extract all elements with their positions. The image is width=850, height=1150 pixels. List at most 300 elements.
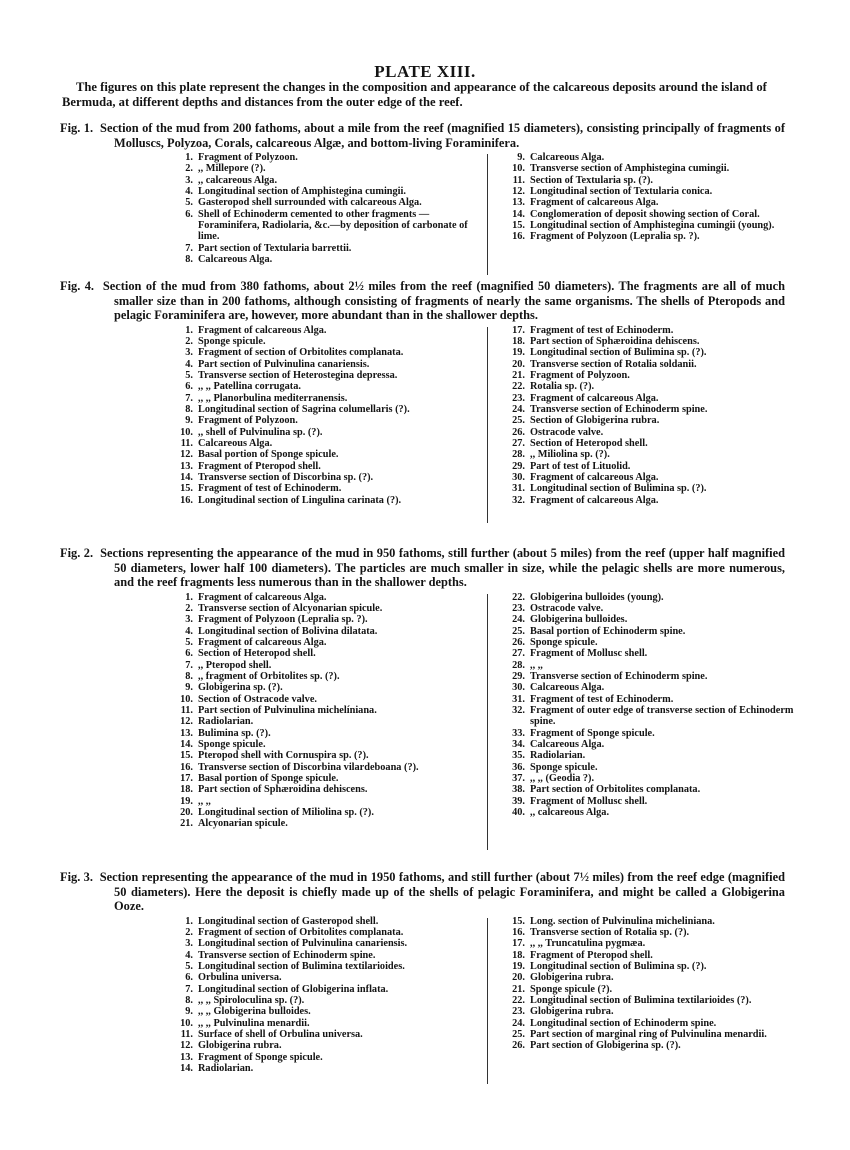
key-item (173, 209, 473, 243)
key-item (505, 415, 795, 426)
key-item-number: 18. (180, 784, 193, 796)
key-item-number: 18. (512, 335, 525, 347)
key-item (173, 359, 473, 370)
key-item (173, 728, 473, 739)
key-item-text: Fragment of Polyzoon. (530, 369, 630, 381)
key-item (173, 495, 473, 506)
key-item (173, 175, 473, 186)
figure-key-columns (60, 152, 785, 275)
key-item-number: 26. (512, 426, 525, 438)
key-item-number: 21. (512, 369, 525, 381)
key-item-text: Fragment of Polyzoon. (198, 415, 298, 427)
key-item-number: 6. (185, 972, 193, 984)
key-item-text: Longitudinal section of Bulimina sp. (?). (530, 347, 707, 359)
key-item-text: Rotalia sp. (?). (530, 381, 595, 393)
key-list-left (173, 592, 473, 830)
key-item-text: Fragment of section of Orbitolites complanata. (198, 926, 404, 938)
key-item (505, 186, 795, 197)
key-item (173, 716, 473, 727)
key-item-number: 2. (185, 335, 193, 347)
key-item-text: Transverse section of Echinoderm spine. (530, 403, 708, 415)
key-item-number: 4. (185, 949, 193, 961)
key-item-text: Transverse section of Discorbina vilardeboana (?). (198, 761, 419, 773)
key-item-number: 14. (180, 471, 193, 483)
key-item (505, 427, 795, 438)
key-item-number: 3. (185, 347, 193, 359)
key-item (505, 404, 795, 415)
key-item-number: 36. (512, 761, 525, 773)
key-item-text: ,, ,, Pulvinulina menardii. (198, 1017, 310, 1029)
key-item-text: ,, ,, (Geodia ?). (530, 773, 595, 784)
key-item (505, 197, 795, 208)
key-item-number: 16. (180, 494, 193, 506)
key-item-number: 17. (180, 773, 193, 784)
figure-heading (60, 279, 785, 323)
key-item-number: 10. (512, 163, 525, 175)
key-item (505, 648, 795, 659)
key-item (173, 1052, 473, 1063)
key-item (173, 660, 473, 671)
key-item (505, 995, 795, 1006)
key-item (173, 415, 473, 426)
key-item-number: 27. (512, 437, 525, 449)
key-item (173, 927, 473, 938)
key-item-text: Globigerina rubra. (530, 1006, 614, 1018)
key-item-text: Part section of Sphæroidina dehiscens. (530, 335, 700, 347)
key-item (173, 1040, 473, 1051)
key-item-text: ,, calcareous Alga. (530, 807, 610, 819)
key-item-text: ,, ,, Patellina corrugata. (198, 381, 301, 393)
key-item-number: 12. (180, 449, 193, 461)
key-item (505, 381, 795, 392)
key-item (505, 592, 795, 603)
key-item-text: Longitudinal section of Miliolina sp. (?). (198, 807, 374, 819)
key-item-text: Fragment of Polyzoon (Lepralia sp. ?). (198, 614, 368, 626)
key-item-text: Longitudinal section of Gasteropod shell. (198, 915, 379, 927)
key-list-left (173, 152, 473, 265)
key-item (173, 1018, 473, 1029)
key-item (505, 705, 795, 728)
key-item-number: 3. (185, 174, 193, 186)
key-item-text: Pteropod shell with Cornuspira sp. (?). (198, 750, 369, 762)
key-item-text: Sponge spicule. (198, 738, 266, 750)
key-item-number: 28. (512, 449, 525, 461)
key-item (173, 370, 473, 381)
key-item-number: 1. (185, 324, 193, 336)
key-item-number: 1. (185, 152, 193, 163)
key-item-number: 19. (180, 795, 193, 807)
key-item-number: 26. (512, 1040, 525, 1052)
key-item (505, 626, 795, 637)
key-item-number: 15. (512, 220, 525, 232)
figure-heading (60, 546, 785, 590)
key-item-number: 19. (512, 960, 525, 972)
key-item-text: Transverse section of Discorbina sp. (?). (198, 471, 374, 483)
key-item (505, 796, 795, 807)
key-item (173, 961, 473, 972)
key-item (173, 1029, 473, 1040)
key-item-text: Part of test of Lituolid. (530, 460, 631, 472)
key-item-text: Ostracode valve. (530, 602, 604, 614)
key-item (173, 784, 473, 795)
key-item-text: Transverse section of Echinoderm spine. (198, 949, 376, 961)
key-item-number: 13. (180, 460, 193, 472)
key-item (173, 818, 473, 829)
key-item-text: Longitudinal section of Amphistegina cumingii. (198, 186, 406, 198)
key-item-number: 14. (180, 1062, 193, 1074)
key-item-number: 10. (180, 426, 193, 438)
key-item (505, 728, 795, 739)
key-item-number: 22. (512, 994, 525, 1006)
key-item-text: Fragment of Sponge spicule. (198, 1051, 323, 1063)
key-item-number: 8. (185, 994, 193, 1006)
key-item (173, 243, 473, 254)
key-item-text: Fragment of Sponge spicule. (530, 727, 655, 739)
key-item-text: Longitudinal section of Bolivina dilatata. (198, 625, 378, 637)
key-item-text: ,, Pteropod shell. (198, 659, 272, 671)
key-item-text: Orbulina universa. (198, 972, 282, 984)
key-item-text: Shell of Echinoderm cemented to other fragments — Foraminifera, Radiolaria, &c.—by deposition of carbonate of lime. (198, 208, 468, 243)
key-item (505, 927, 795, 938)
key-item-number: 6. (185, 648, 193, 660)
key-item-text: Alcyonarian spicule. (198, 818, 288, 830)
key-item-number: 7. (185, 659, 193, 671)
key-item-text: Transverse section of Rotalia sp. (?). (530, 926, 690, 938)
key-item-text: Globigerina bulloides. (530, 614, 628, 626)
key-item (505, 370, 795, 381)
key-item-text: Sponge spicule. (198, 335, 266, 347)
key-item (173, 938, 473, 949)
key-item (505, 231, 795, 242)
key-item-number: 8. (185, 670, 193, 682)
key-item-number: 1. (185, 591, 193, 603)
key-item (173, 984, 473, 995)
key-item (173, 603, 473, 614)
key-item (173, 347, 473, 358)
key-item-text: Fragment of calcareous Alga. (198, 591, 327, 603)
key-item-number: 16. (512, 926, 525, 938)
key-item-number: 23. (512, 392, 525, 404)
key-item (173, 404, 473, 415)
key-item-text: Part section of Pulvinulina michelíniana. (198, 704, 377, 716)
key-item-text: Bulimina sp. (?). (198, 727, 271, 739)
key-item (505, 1018, 795, 1029)
key-item-number: 22. (512, 381, 525, 393)
key-item-text: Longitudinal section of Pulvinulina canariensis. (198, 938, 408, 950)
column-divider (487, 327, 488, 523)
key-item-number: 5. (185, 369, 193, 381)
key-item-text: Surface of shell of Orbulina universa. (198, 1028, 363, 1040)
key-item-text: Part section of Textularia barrettii. (198, 242, 352, 254)
key-item (505, 325, 795, 336)
figure-description: Section of the mud from 200 fathoms, about a mile from the reef (magnified 15 diameters), consisting principally of fragments of Molluscs, Polyzoa, Corals, calcareous Algæ, and bottom-living Foraminifera. (100, 121, 785, 150)
key-item-text: ,, ,, Spiroloculina sp. (?). (198, 994, 305, 1006)
key-item-text: Fragment of Mollusc shell. (530, 795, 648, 807)
key-item-text: Part section of Sphæroidina dehiscens. (198, 784, 368, 796)
key-item-text: Transverse section of Echinoderm spine. (530, 670, 708, 682)
key-item (505, 175, 795, 186)
key-item-number: 7. (185, 242, 193, 254)
key-item-number: 30. (512, 682, 525, 694)
key-item-text: Sponge spicule. (530, 761, 598, 773)
key-item-text: Longitudinal section of Bulimina sp. (?). (530, 483, 707, 495)
key-list-right (505, 325, 795, 507)
key-item-number: 14. (180, 738, 193, 750)
key-item-text: Globigerina rubra. (198, 1040, 282, 1052)
key-item-text: Fragment of Polyzoon (Lepralia sp. ?). (530, 231, 700, 243)
key-item-number: 16. (512, 231, 525, 243)
key-item (173, 381, 473, 392)
key-item-number: 8. (185, 403, 193, 415)
key-item (173, 739, 473, 750)
key-item (505, 1006, 795, 1017)
key-item-number: 30. (512, 471, 525, 483)
key-item-text: Longitudinal section of Echinoderm spine. (530, 1017, 717, 1029)
key-item-number: 14. (512, 208, 525, 220)
key-item-text: ,, shell of Pulvinulina sp. (?). (198, 426, 323, 438)
key-item-number: 21. (180, 818, 193, 830)
key-item-text: Fragment of test of Echinoderm. (530, 693, 674, 705)
key-item-number: 5. (185, 197, 193, 209)
key-item-text: Section of Ostracode valve. (198, 693, 317, 705)
key-item-number: 2. (185, 602, 193, 614)
key-item-number: 33. (512, 727, 525, 739)
key-list-right (505, 152, 795, 243)
key-item-text: ,, ,, Planorbulina mediterranensis. (198, 392, 348, 404)
key-item (173, 254, 473, 265)
key-item-number: 9. (185, 682, 193, 694)
key-item-text: Globigerina rubra. (530, 972, 614, 984)
figure-label: Fig. 1. (60, 121, 94, 135)
key-item (173, 626, 473, 637)
key-item-text: Longitudinal section of Lingulina carinata (?). (198, 494, 402, 506)
key-item-text: Longitudinal section of Amphistegina cumingii (young). (530, 220, 775, 232)
key-item (505, 972, 795, 983)
key-item-number: 11. (180, 1028, 193, 1040)
key-item-number: 28. (512, 659, 525, 671)
key-item (505, 637, 795, 648)
key-item-number: 31. (512, 483, 525, 495)
key-item-text: Conglomeration of deposit showing section of Coral. (530, 208, 760, 220)
key-item (505, 347, 795, 358)
key-item-number: 20. (512, 972, 525, 984)
key-item (505, 807, 795, 818)
key-item-text: Sponge spicule (?). (530, 983, 613, 995)
key-item (173, 972, 473, 983)
key-item-number: 22. (512, 591, 525, 603)
key-item-text: Transverse section of Alcyonarian spicule. (198, 602, 383, 614)
key-item-number: 37. (512, 773, 525, 784)
key-item-text: Part section of Pulvinulina canariensis. (198, 358, 370, 370)
figure-heading (60, 870, 785, 914)
key-item-number: 25. (512, 1028, 525, 1040)
key-list-left (173, 325, 473, 507)
key-item (505, 495, 795, 506)
key-item (173, 762, 473, 773)
figure-description: Section of the mud from 380 fathoms, about 2½ miles from the reef (magnified 50 diameters). The fragments are all of much smaller size than in 200 fathoms, although consisting of fragments of nearly the same organisms. The shells of Pteropods and pelagic Foraminifera are, however, more abundant than in the shallower depths. (102, 279, 785, 322)
key-item (505, 359, 795, 370)
figure-3-section (60, 870, 785, 1086)
key-item-number: 11. (180, 704, 193, 716)
key-item (505, 220, 795, 231)
key-item-number: 39. (512, 795, 525, 807)
key-item-number: 20. (512, 358, 525, 370)
key-item-number: 12. (512, 186, 525, 198)
key-item (505, 916, 795, 927)
key-item (505, 152, 795, 163)
key-item-text: Radiolarian. (530, 750, 586, 762)
key-item-number: 5. (185, 960, 193, 972)
key-item-text: Calcareous Alga. (530, 152, 605, 163)
key-item (173, 995, 473, 1006)
key-item-text: Basal portion of Echinoderm spine. (530, 625, 686, 637)
key-item-number: 32. (512, 704, 525, 716)
key-item-text: Longitudinal section of Bulimina sp. (?). (530, 960, 707, 972)
key-item-text: Longitudinal section of Textularia conica. (530, 186, 713, 198)
key-item (173, 163, 473, 174)
key-item (505, 682, 795, 693)
key-item-text: Longitudinal section of Bulimina textilarioides. (198, 960, 405, 972)
key-item (505, 163, 795, 174)
key-item (173, 671, 473, 682)
key-item-text: Globigerina sp. (?). (198, 682, 283, 694)
key-item (505, 603, 795, 614)
key-item-text: ,, ,, (198, 795, 211, 807)
figure-4-section (60, 279, 785, 525)
key-item-number: 25. (512, 625, 525, 637)
key-item-number: 4. (185, 358, 193, 370)
key-item (505, 660, 795, 671)
key-list-left (173, 916, 473, 1075)
figure-key-columns (60, 591, 794, 852)
key-item (505, 438, 795, 449)
key-item-number: 1. (185, 915, 193, 927)
key-item-number: 21. (512, 983, 525, 995)
key-item-text: Fragment of Pteropod shell. (530, 949, 653, 961)
key-item-text: Part section of Globigerina sp. (?). (530, 1040, 681, 1052)
key-item-text: ,, Millepore (?). (198, 163, 266, 175)
key-item (505, 950, 795, 961)
key-item (173, 472, 473, 483)
key-item (173, 682, 473, 693)
key-item-number: 6. (185, 381, 193, 393)
key-item-number: 10. (180, 693, 193, 705)
key-item-text: Radiolarian. (198, 716, 254, 728)
key-item (173, 705, 473, 716)
key-item-number: 7. (185, 392, 193, 404)
key-item-text: Fragment of calcareous Alga. (198, 324, 327, 336)
key-item-number: 31. (512, 693, 525, 705)
key-item (505, 614, 795, 625)
key-item-text: Fragment of section of Orbitolites complanata. (198, 347, 404, 359)
key-item (505, 1029, 795, 1040)
key-item-number: 11. (180, 437, 193, 449)
key-item-text: Fragment of test of Echinoderm. (198, 483, 342, 495)
key-item-number: 3. (185, 614, 193, 626)
key-item (173, 950, 473, 961)
key-item (505, 336, 795, 347)
key-item-number: 16. (180, 761, 193, 773)
key-item-text: Transverse section of Heterostegina depressa. (198, 369, 398, 381)
key-item (505, 984, 795, 995)
key-item-number: 26. (512, 636, 525, 648)
key-item-text: Fragment of calcareous Alga. (530, 197, 659, 209)
key-item-text: Longitudinal section of Globigerina inflata. (198, 983, 389, 995)
key-item-number: 17. (512, 938, 525, 950)
key-item (505, 209, 795, 220)
key-item (173, 152, 473, 163)
key-item-number: 11. (512, 174, 525, 186)
key-item-number: 3. (185, 938, 193, 950)
figure-2-section (60, 546, 794, 852)
key-item (505, 773, 795, 784)
key-item-number: 29. (512, 460, 525, 472)
key-item-number: 34. (512, 738, 525, 750)
key-item (173, 637, 473, 648)
key-item-text: Fragment of outer edge of transverse section of Echinoderm spine. (530, 704, 794, 728)
key-item-text: Fragment of calcareous Alga. (198, 636, 327, 648)
column-divider (487, 594, 488, 850)
plate-title: PLATE XIII. (374, 62, 476, 81)
key-item-number: 18. (512, 949, 525, 961)
key-item-text: ,, ,, Truncatulina pygmæa. (530, 938, 646, 950)
key-item (505, 393, 795, 404)
key-item-number: 9. (185, 415, 193, 427)
key-item-text: Basal portion of Sponge spicule. (198, 449, 339, 461)
key-item (505, 750, 795, 761)
key-item (505, 762, 795, 773)
key-item-text: Section of Textularia sp. (?). (530, 174, 653, 186)
key-item-text: Sponge spicule. (530, 636, 598, 648)
key-item (173, 614, 473, 625)
key-item-text: Part section of Orbitolites complanata. (530, 784, 701, 796)
key-item (173, 461, 473, 472)
key-item (173, 648, 473, 659)
key-item-number: 32. (512, 494, 525, 506)
key-item (505, 694, 795, 705)
key-item-text: ,, calcareous Alga. (198, 174, 278, 186)
key-item-number: 13. (180, 727, 193, 739)
plate-intro: The figures on this plate represent the changes in the composition and appearance of the calcareous deposits around the island of Bermuda, at different depths and distances from the outer edge of the reef. (62, 80, 767, 109)
key-item-text: Globigerina bulloides (young). (530, 591, 664, 603)
key-item-number: 24. (512, 614, 525, 626)
key-item (173, 773, 473, 784)
key-item-text: Calcareous Alga. (530, 738, 605, 750)
figure-description: Section representing the appearance of the mud in 1950 fathoms, and still further (about 7½ miles) from the reef edge (magnified 50 diameters). Here the deposit is chiefly made up of the shells of pelagic Foraminifera, and might be called a Globigerina Ooze. (99, 870, 785, 913)
key-item (173, 694, 473, 705)
figure-label: Fig. 2. (60, 546, 94, 560)
column-divider (487, 154, 488, 275)
key-item-text: Fragment of calcareous Alga. (530, 494, 659, 506)
key-item (505, 483, 795, 494)
key-item (173, 750, 473, 761)
figure-1-section (60, 121, 785, 275)
key-item-text: Part section of marginal ring of Pulvinulina menardii. (530, 1028, 767, 1040)
key-item (173, 1006, 473, 1017)
key-item (173, 1063, 473, 1074)
key-item-number: 25. (512, 415, 525, 427)
key-item-text: Fragment of test of Echinoderm. (530, 324, 674, 336)
key-item (505, 784, 795, 795)
key-item-text: Transverse section of Rotalia soldanii. (530, 358, 697, 370)
key-item-text: Section of Heteropod shell. (198, 648, 316, 660)
key-item-text: Basal portion of Sponge spicule. (198, 773, 339, 784)
key-item (173, 483, 473, 494)
key-item-number: 15. (180, 483, 193, 495)
key-item (505, 449, 795, 460)
key-item (505, 938, 795, 949)
figure-key-columns (60, 916, 785, 1086)
